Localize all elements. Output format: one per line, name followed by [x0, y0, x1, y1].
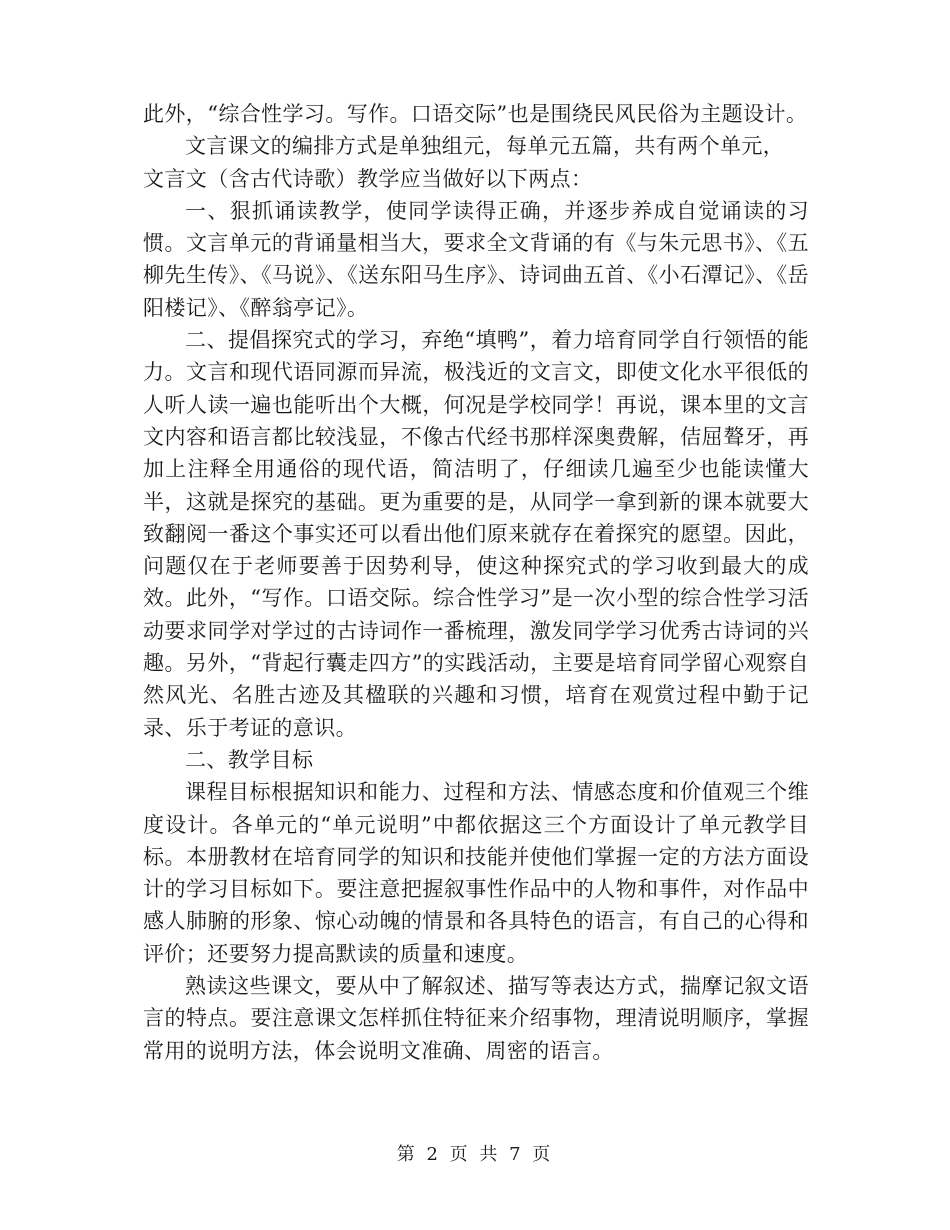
- section-heading: 二、教学目标: [185, 747, 314, 772]
- document-body: [143, 98, 809, 1067]
- paragraph-5: 二、提倡探究式的学习，弃绝“填鸭”，着力培育同学自行领悟的能力。文言和现代语同源而异流，极浅近的文言文，即使文化水平很低的人听人读一遍也能听出个大概，何况是学校同学！再说，课本里的文言文内容和语言都比较浅显，不像古代经书那样深奥费解，佶屈聱牙，再加上注释全用通俗的现代语，简洁明了，仔细读几遍至少也能读懂大半，这就是探究的基础。更为重要的是，从同学一拿到新的课本就要大致翻阅一番这个事实还可以看出他们原来就存在着探究的愿望。因此，问题仅在于老师要善于因势利导，使这种探究式的学习收到最大的成效。此外，“写作。口语交际。综合性学习”是一次小型的综合性学习活动要求同学对学过的古诗词作一番梳理，激发同学学习优秀古诗词的兴趣。另外，“背起行囊走四方”的实践活动，主要是培育同学留心观察自然风光、名胜古迹及其楹联的兴趣和习惯，培育在观赏过程中勤于记录、乐于考证的意识。: [143, 328, 809, 740]
- page-number: 第 2 页 共 7 页: [396, 1144, 554, 1165]
- paragraph-6: 课程目标根据知识和能力、过程和方法、情感态度和价值观三个维度设计。各单元的“单元说明”中都依据这三个方面设计了单元教学目标。本册教材在培育同学的知识和技能并使他们掌握一定的方法方面设计的学习目标如下。要注意把握叙事性作品中的人物和事件，对作品中感人肺腑的形象、惊心动魄的情景和各具特色的语言，有自己的心得和评价；还要努力提高默读的质量和速度。: [143, 780, 809, 966]
- paragraph-1: 此外，“综合性学习。写作。口语交际”也是围绕民风民俗为主题设计。: [143, 102, 808, 126]
- paragraph-2: 文言课文的编排方式是单独组元，每单元五篇，共有两个单元，: [185, 134, 785, 159]
- paragraph-4: 一、狠抓诵读教学，使同学读得正确，并逐步养成自觉诵读的习惯。文言单元的背诵量相当大，要求全文背诵的有《与朱元思书》、《五柳先生传》、《马说》、《送东阳马生序》、诗词曲五首、《小石潭记》、《岳阳楼记》、《醉翁亭记》。: [143, 198, 809, 320]
- paragraph-3: 文言文（含古代诗歌）教学应当做好以下两点：: [143, 166, 593, 191]
- paragraph-7: 熟读这些课文，要从中了解叙述、描写等表达方式，揣摩记叙文语言的特点。要注意课文怎样抓住特征来介绍事物，理清说明顺序，掌握常用的说明方法，体会说明文准确、周密的语言。: [143, 974, 809, 1063]
